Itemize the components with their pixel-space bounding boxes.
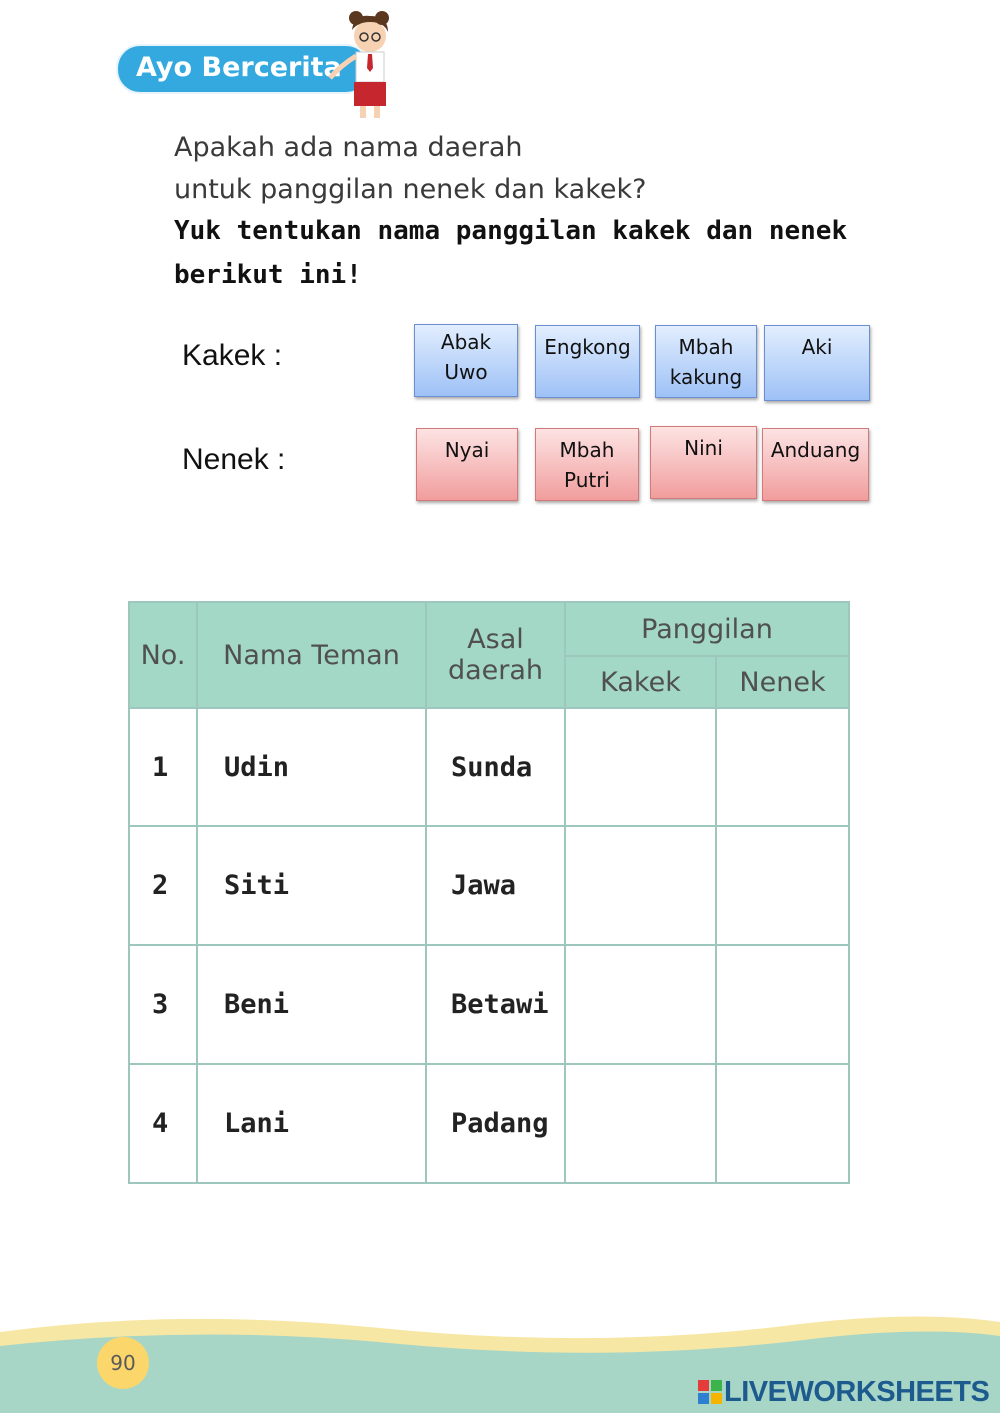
chip-line: Engkong: [544, 335, 631, 359]
table-row: [129, 708, 849, 826]
table-row: [129, 826, 849, 945]
liveworksheets-logo-icon: [698, 1380, 722, 1404]
chip-line: Nyai: [444, 438, 490, 462]
kakek-label: Kakek :: [182, 339, 283, 372]
instruction-line-2: berikut ini!: [174, 260, 362, 290]
kakek-drop-zone[interactable]: [565, 1064, 716, 1183]
header-origin-line2: daerah: [447, 655, 544, 686]
kakek-drop-zone[interactable]: [565, 826, 716, 945]
instruction-line-1: Yuk tentukan nama panggilan kakek dan nenek: [174, 216, 848, 246]
row-number: 4: [129, 1064, 197, 1183]
row-origin: Jawa: [426, 826, 565, 945]
nenek-drop-zone[interactable]: [716, 708, 849, 826]
section-title: Ayo Bercerita: [136, 52, 342, 83]
row-number: 3: [129, 945, 197, 1064]
kakek-option-engkong[interactable]: [535, 325, 640, 398]
nickname-table: [128, 601, 850, 1184]
kakek-option-aki[interactable]: [764, 325, 870, 401]
header-panggilan: Panggilan: [565, 602, 849, 656]
kakek-option-mbah-kakung[interactable]: [655, 325, 757, 398]
chip-line: Mbah: [678, 335, 734, 359]
brand-text: LIVEWORKSHEETS: [724, 1375, 990, 1408]
header-no: No.: [129, 602, 197, 708]
page-number: 90: [97, 1337, 149, 1389]
table-row: [129, 1064, 849, 1183]
nenek-option-nyai[interactable]: [416, 428, 518, 501]
row-name: Lani: [197, 1064, 426, 1183]
nenek-option-nini[interactable]: [650, 426, 757, 499]
chip-line: Putri: [563, 468, 610, 492]
row-number: 2: [129, 826, 197, 945]
chip-line: Anduang: [770, 438, 861, 462]
row-origin: Betawi: [426, 945, 565, 1064]
row-name: Beni: [197, 945, 426, 1064]
chip-line: Nini: [684, 436, 723, 460]
chip-line: Abak: [440, 330, 492, 354]
student-mascot-illustration: [318, 8, 408, 123]
nenek-label: Nenek :: [182, 443, 286, 476]
header-origin-line1: Asal: [467, 624, 524, 655]
kakek-drop-zone[interactable]: [565, 945, 716, 1064]
question-line-2: untuk panggilan nenek dan kakek?: [174, 174, 647, 205]
header-origin: [426, 602, 565, 708]
nenek-drop-zone[interactable]: [716, 945, 849, 1064]
header-name: Nama Teman: [197, 602, 426, 708]
nenek-drop-zone[interactable]: [716, 1064, 849, 1183]
question-line-1: Apakah ada nama daerah: [174, 132, 523, 163]
header-kakek: Kakek: [565, 656, 716, 708]
row-origin: Sunda: [426, 708, 565, 826]
chip-line: kakung: [669, 365, 743, 389]
chip-line: Aki: [801, 335, 833, 359]
chip-line: Uwo: [444, 360, 488, 384]
header-nenek: Nenek: [716, 656, 849, 708]
kakek-option-abak-uwo[interactable]: [414, 324, 518, 397]
row-name: Udin: [197, 708, 426, 826]
row-origin: Padang: [426, 1064, 565, 1183]
nenek-option-mbah-putri[interactable]: [535, 428, 639, 501]
row-number: 1: [129, 708, 197, 826]
liveworksheets-brand: [698, 1376, 989, 1408]
table-row: [129, 945, 849, 1064]
nenek-option-anduang[interactable]: [762, 428, 869, 501]
nenek-drop-zone[interactable]: [716, 826, 849, 945]
kakek-drop-zone[interactable]: [565, 708, 716, 826]
row-name: Siti: [197, 826, 426, 945]
chip-line: Mbah: [559, 438, 615, 462]
